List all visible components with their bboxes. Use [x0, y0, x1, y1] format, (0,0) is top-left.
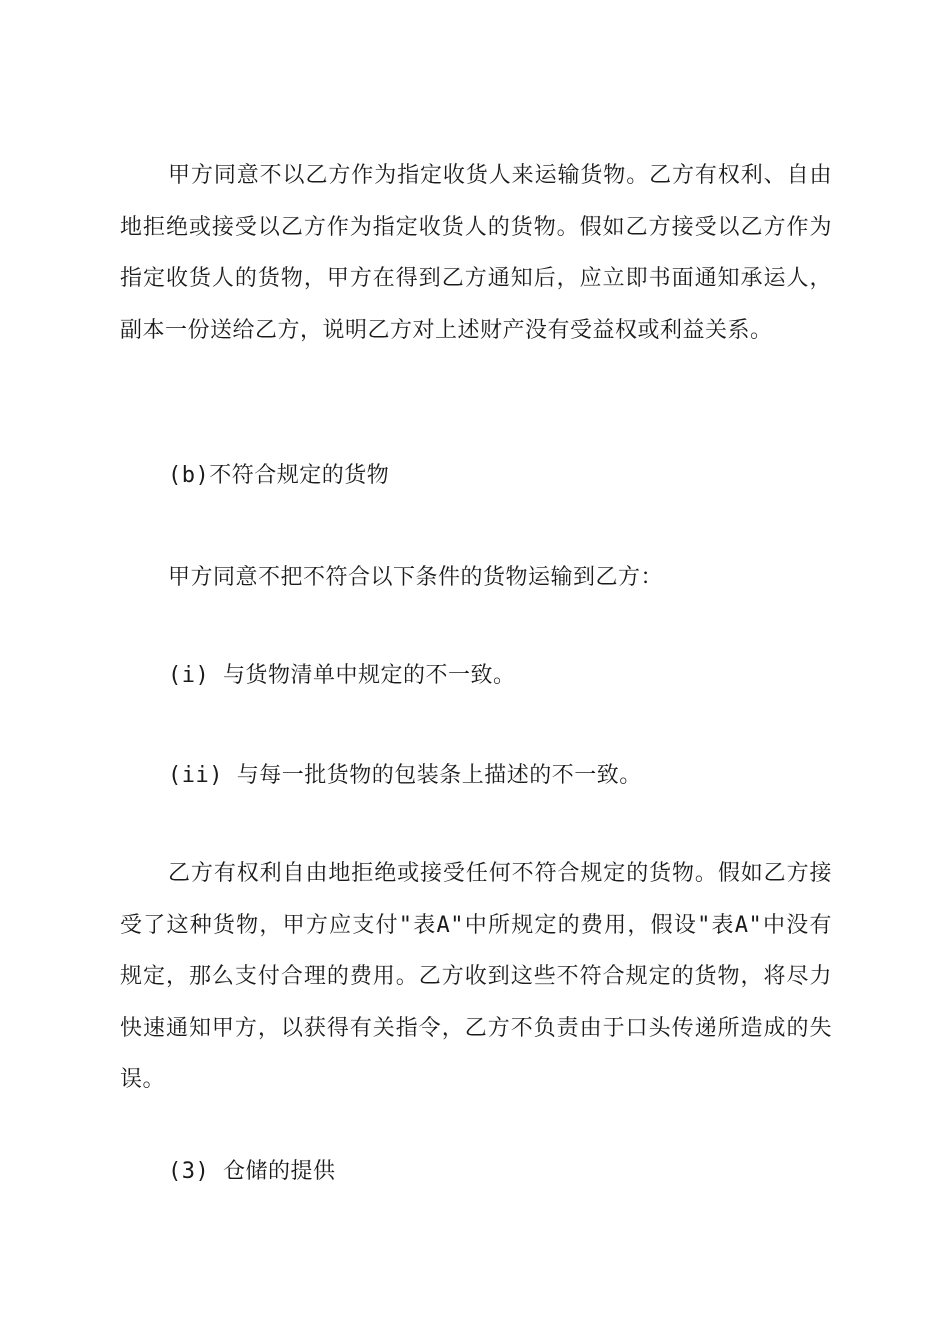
section-heading-storage: (3) 仓储的提供 [168, 1159, 336, 1184]
paragraph-nonconforming-handling: 乙方有权利自由地拒绝或接受任何不符合规定的货物。假如乙方接受了这种货物，甲方应支付"表A"中所规定的费用，假设"表A"中没有规定，那么支付合理的费用。乙方收到这些不符合规定的货物，将尽力快速通知甲方，以获得有关指令，乙方不负责由于口头传递所造成的失误。 [120, 861, 832, 1092]
paragraph-consignee: 甲方同意不以乙方作为指定收货人来运输货物。乙方有权利、自由地拒绝或接受以乙方作为指定收货人的货物。假如乙方接受以乙方作为指定收货人的货物，甲方在得到乙方通知后，应立即书面通知承运人，副本一份送给乙方，说明乙方对上述财产没有受益权或利益关系。 [120, 163, 832, 343]
section-heading-nonconforming-goods: (b)不符合规定的货物 [168, 463, 390, 488]
list-item-ii: (ii) 与每一批货物的包装条上描述的不一致。 [168, 763, 642, 788]
list-item-i: (i) 与货物清单中规定的不一致。 [168, 663, 516, 688]
paragraph-conditions-intro: 甲方同意不把不符合以下条件的货物运输到乙方： [168, 565, 664, 590]
